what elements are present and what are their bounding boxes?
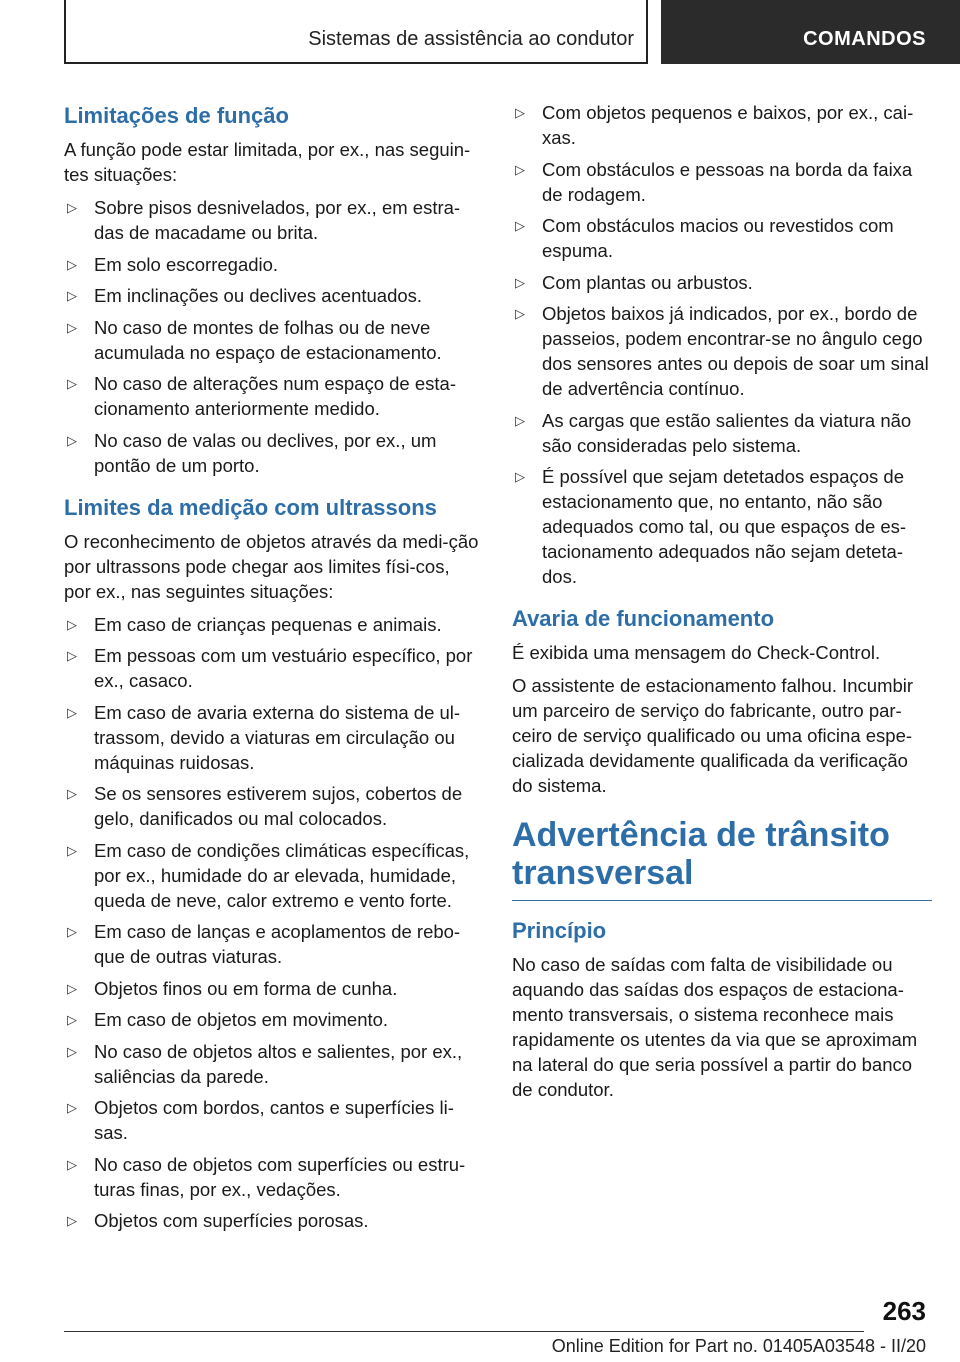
- malfunction-instructions: O assistente de estacionamento falhou. Incumbir um parceiro de serviço do fabricante, outro par-ceiro de serviço qualificado ou uma oficina espe-cializada devidamente qualificada da verificação do sistema.: [512, 675, 914, 796]
- list-item: [64, 1208, 480, 1233]
- list-item: [64, 1039, 480, 1089]
- bullet-triangle-icon: ▷: [67, 842, 77, 858]
- edition-info: Online Edition for Part no. 01405A03548 - II/20: [551, 1336, 926, 1356]
- footer-rule: [64, 1331, 864, 1332]
- list-item: [64, 643, 480, 693]
- bullet-triangle-icon: ▷: [67, 200, 77, 215]
- list-item-text: É possível que sejam detetados espaços de estacionamento que, no entanto, não são adequados como tal, ou que espaços de es-tacionamento adequados não sejam deteta-dos.: [542, 466, 907, 587]
- list-item: [512, 100, 932, 150]
- list-item: [512, 213, 932, 263]
- bullet-triangle-icon: ▷: [67, 980, 77, 996]
- list-item: [512, 301, 932, 401]
- bullet-triangle-icon: ▷: [67, 256, 77, 272]
- bullet-triangle-icon: ▷: [67, 288, 77, 303]
- list-item: [512, 270, 932, 295]
- list-item: [64, 838, 480, 913]
- list-item-text: Objetos com superfícies porosas.: [94, 1210, 369, 1231]
- list-item: [64, 428, 480, 478]
- list-item-text: Em caso de avaria externa do sistema de ul-trassom, devido a viaturas em circulação ou máquinas ruidosas.: [94, 701, 461, 773]
- bullet-triangle-icon: ▷: [67, 376, 77, 391]
- section-title: Advertência de trânsito transversal: [512, 816, 932, 901]
- list-item: [512, 157, 932, 207]
- malfunction-heading: Avaria de funcionamento: [512, 606, 775, 631]
- bullet-triangle-icon: ▷: [67, 648, 77, 663]
- bullet-triangle-icon: ▷: [67, 924, 77, 939]
- list-item: [64, 1095, 480, 1145]
- list-item-text: Se os sensores estiverem sujos, cobertos de gelo, danificados ou mal colocados.: [94, 783, 463, 829]
- list-item-text: No caso de objetos altos e salientes, por ex., saliências da parede.: [94, 1040, 463, 1087]
- list-item-text: Em caso de lanças e acoplamentos de rebo-que de outras viaturas.: [94, 921, 461, 967]
- right-column: [512, 100, 932, 1110]
- list-item-text: Com obstáculos e pessoas na borda da faixa de rodagem.: [542, 158, 913, 205]
- list-item-text: No caso de alterações num espaço de esta-cionamento anteriormente medido.: [94, 373, 456, 419]
- list-item-text: Objetos baixos já indicados, por ex., bordo de passeios, podem encontrar-se no ângulo cego dos sensores antes ou depois de soar um sinal de advertência contínuo.: [542, 303, 929, 399]
- bullet-triangle-icon: ▷: [515, 274, 525, 290]
- limitations-list: [64, 195, 480, 478]
- left-column: [64, 100, 480, 1240]
- list-item: [64, 252, 480, 277]
- list-item-text: Em caso de crianças pequenas e animais.: [94, 613, 442, 635]
- ultrasonic-intro: O reconhecimento de objetos através da medi-ção por ultrassons pode chegar aos limites físi-cos, por ex., nas seguintes situações:: [64, 530, 479, 602]
- malfunction-message: É exibida uma mensagem do Check-Control.: [512, 642, 881, 663]
- list-item: [512, 408, 932, 458]
- list-item-text: Em pessoas com um vestuário específico, por ex., casaco.: [94, 645, 473, 691]
- list-item-text: Objetos finos ou em forma de cunha.: [94, 977, 398, 999]
- list-item-text: Sobre pisos desnivelados, por ex., em estra-das de macadame ou brita.: [94, 197, 461, 243]
- bullet-triangle-icon: ▷: [515, 218, 525, 233]
- bullet-triangle-icon: ▷: [67, 1213, 77, 1228]
- page-number: 263: [882, 1296, 926, 1326]
- bullet-triangle-icon: ▷: [67, 319, 77, 335]
- list-item-text: Em caso de objetos em movimento.: [94, 1009, 389, 1030]
- list-item-text: As cargas que estão salientes da viatura não são consideradas pelo sistema.: [542, 409, 912, 456]
- bullet-triangle-icon: ▷: [515, 469, 525, 484]
- list-item: [64, 1007, 480, 1032]
- limitations-heading: Limitações de função: [64, 103, 289, 128]
- bullet-triangle-icon: ▷: [67, 1156, 77, 1172]
- list-item-text: No caso de valas ou declives, por ex., um pontão de um porto.: [94, 429, 437, 476]
- section-label: COMANDOS: [803, 28, 926, 50]
- section-tab: [661, 0, 960, 64]
- principle-heading: Princípio: [512, 918, 607, 943]
- list-item-text: Com obstáculos macios ou revestidos com espuma.: [542, 215, 894, 261]
- bullet-triangle-icon: ▷: [67, 1043, 77, 1059]
- limitations-intro: A função pode estar limitada, por ex., nas seguin-tes situações:: [64, 139, 471, 185]
- list-item-text: Em caso de condições climáticas específicas, por ex., humidade do ar elevada, humidade, queda de neve, calor extremo e vento forte.: [94, 839, 470, 911]
- list-item: [64, 283, 480, 308]
- bullet-triangle-icon: ▷: [67, 432, 77, 448]
- bullet-triangle-icon: ▷: [515, 306, 525, 321]
- list-item: [64, 1152, 480, 1202]
- list-item-text: Com objetos pequenos e baixos, por ex., cai-xas.: [542, 102, 914, 148]
- list-item: [64, 195, 480, 245]
- header-frame: [64, 0, 648, 64]
- bullet-triangle-icon: ▷: [67, 786, 77, 801]
- bullet-triangle-icon: ▷: [515, 105, 525, 120]
- list-item: [64, 700, 480, 775]
- list-item-text: No caso de objetos com superfícies ou estru-turas finas, por ex., vedações.: [94, 1153, 466, 1200]
- ultrasonic-heading: Limites da medição com ultrassons: [64, 494, 437, 520]
- ultrasonic-list: [64, 612, 480, 1234]
- list-item: [64, 315, 480, 365]
- list-item-text: No caso de montes de folhas ou de neve acumulada no espaço de estacionamento.: [94, 316, 442, 363]
- list-item-text: Em inclinações ou declives acentuados.: [94, 285, 423, 306]
- bullet-triangle-icon: ▷: [67, 1100, 77, 1115]
- continued-list: [512, 100, 932, 589]
- list-item-text: Com plantas ou arbustos.: [542, 271, 753, 293]
- list-item: [64, 371, 480, 421]
- list-item: [512, 464, 932, 589]
- list-item-text: Em solo escorregadio.: [94, 253, 279, 275]
- bullet-triangle-icon: ▷: [67, 1012, 77, 1027]
- bullet-triangle-icon: ▷: [515, 412, 525, 428]
- list-item-text: Objetos com bordos, cantos e superfícies li-sas.: [94, 1097, 454, 1143]
- list-item: [64, 919, 480, 969]
- bullet-triangle-icon: ▷: [515, 161, 525, 177]
- list-item: [64, 976, 480, 1001]
- bullet-triangle-icon: ▷: [67, 704, 77, 720]
- bullet-triangle-icon: ▷: [67, 616, 77, 632]
- list-item: [64, 781, 480, 831]
- header-title: Sistemas de assistência ao condutor: [308, 28, 634, 50]
- principle-text: No caso de saídas com falta de visibilidade ou aquando das saídas dos espaços de estaciona-mento transversais, o sistema reconhece mais rapidamente os utentes da via que se aproximam na lateral do que seria possível a partir do banco de condutor.: [512, 954, 918, 1100]
- list-item: [64, 612, 480, 637]
